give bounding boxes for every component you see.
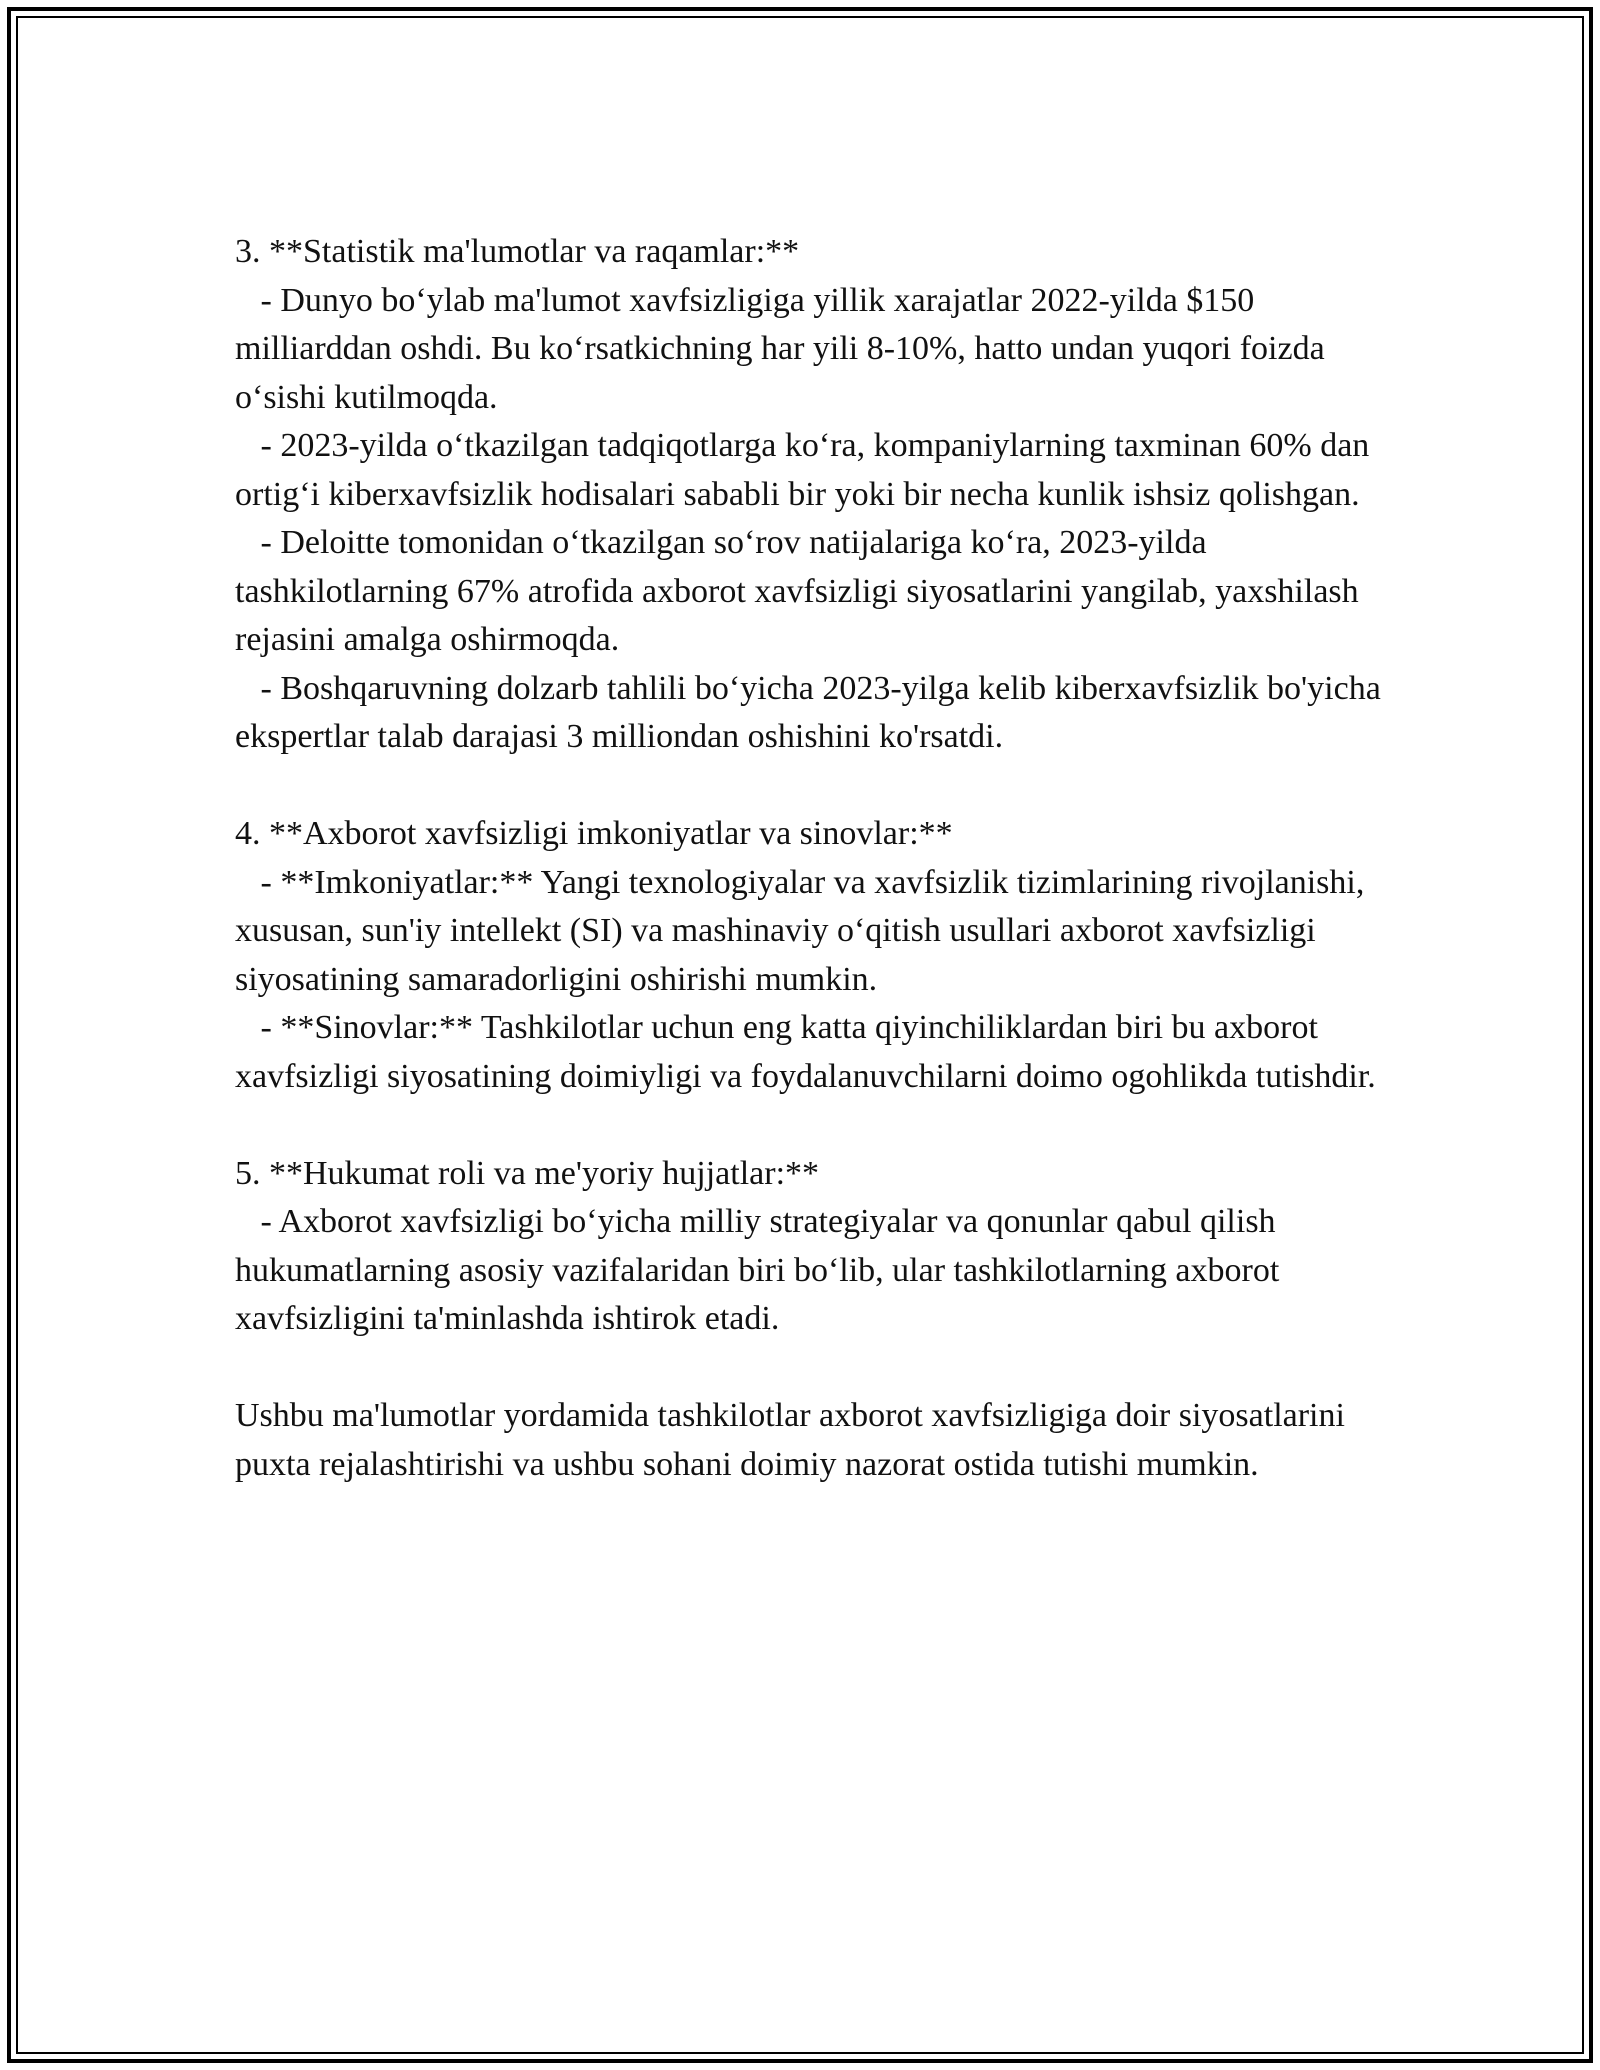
section-opportunities [235, 810, 1415, 1101]
section-heading: 3. **Statistik ma'lumotlar va raqamlar:** [235, 233, 800, 270]
section-heading: 4. **Axborot xavfsizligi imkoniyatlar va sinovlar:** [235, 815, 953, 852]
section-heading: 5. **Hukumat roli va me'yoriy hujjatlar:** [235, 1154, 820, 1192]
list-item: - **Imkoniyatlar:** Yangi texnologiyalar va xavfsizlik tizimlarining rivojlanishi, xususan, sun'iy intellekt (SI) va mashinaviy o‘qitish usullari axborot xavfsizligi siyosatining samaradorligini oshirishi mumkin. [235, 863, 1373, 998]
list-item: - Dunyo bo‘ylab ma'lumot xavfsizligiga yillik xarajatlar 2022-yilda $150 milliarddan oshdi. Bu ko‘rsatkichning har yili 8-10%, hatto undan yuqori foizda o‘sishi kutilmoqda. [235, 281, 1334, 416]
list-item: - **Sinovlar:** Tashkilotlar uchun eng katta qiyinchiliklardan biri bu axborot xavfsizligi siyosatining doimiyligi va foydalanuvchilarni doimo ogohlikda tutishdir. [235, 1009, 1376, 1095]
section-statistics [235, 228, 1415, 762]
list-item: - Axborot xavfsizligi bo‘yicha milliy strategiyalar va qonunlar qabul qilish hukumatlarning asosiy vazifalaridan biri bo‘lib, ular tashkilotlarning axborot xavfsizligini ta'minlashda ishtirok etadi. [235, 1203, 1288, 1337]
paragraph-gap [235, 1344, 1415, 1393]
paragraph-gap [235, 1101, 1415, 1150]
section-government [235, 1150, 1415, 1344]
conclusion-paragraph: Ushbu ma'lumotlar yordamida tashkilotlar axborot xavfsizligiga doir siyosatlarini puxta rejalashtirishi va ushbu sohani doimiy nazorat ostida tutishi mumkin. [235, 1397, 1345, 1483]
list-item: - Deloitte tomonidan o‘tkazilgan so‘rov natijalariga ko‘ra, 2023-yilda tashkilotlarning 67% atrofida axborot xavfsizligi siyosatlarini yangilab, yaxshilash rejasini amalga oshirmoqda. [235, 524, 1368, 658]
list-item: - 2023-yilda o‘tkazilgan tadqiqotlarga ko‘ra, kompaniylarning taxminan 60% dan ortig‘i kiberxavfsizlik hodisalari sababli bir yoki bir necha kunlik ishsiz qolishgan. [235, 427, 1378, 513]
list-item: - Boshqaruvning dolzarb tahlili bo‘yicha 2023-yilga kelib kiberxavfsizlik bo'yicha ekspertlar talab darajasi 3 milliondan oshishini ko'rsatdi. [235, 669, 1390, 755]
document-body [235, 228, 1415, 1489]
paragraph-gap [235, 762, 1415, 811]
